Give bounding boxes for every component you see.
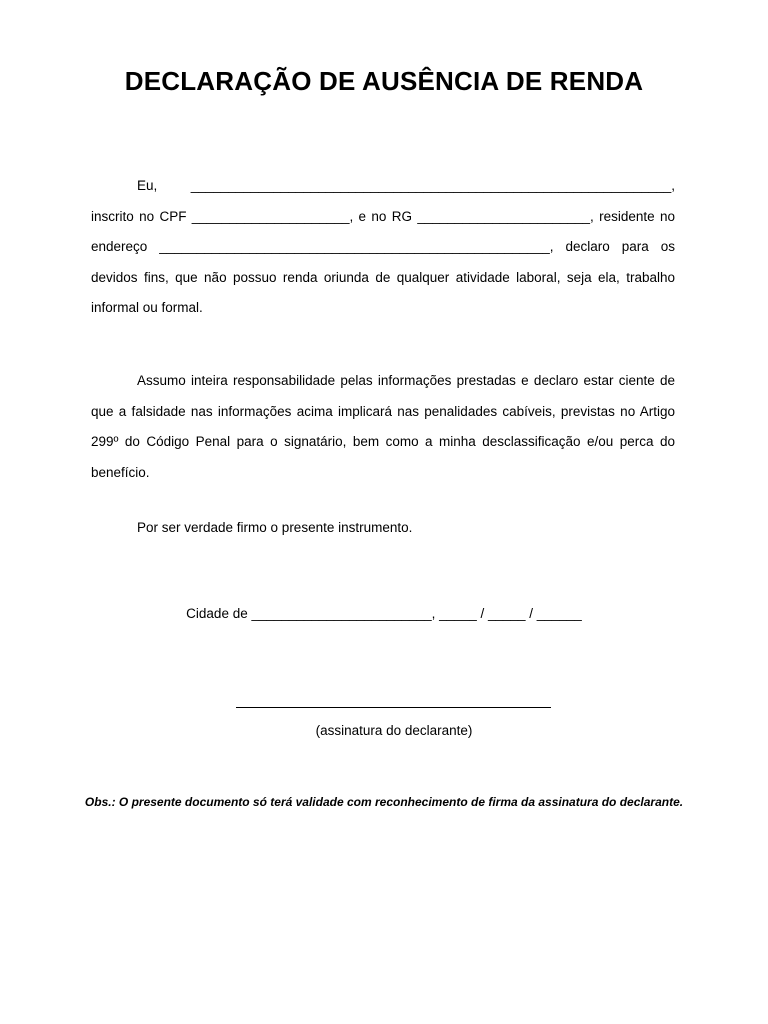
document-title: DECLARAÇÃO DE AUSÊNCIA DE RENDA xyxy=(124,66,644,96)
closing-statement: Por ser verdade firmo o presente instrumento. xyxy=(137,520,413,535)
responsibility-text: Assumo inteira responsabilidade pelas informações prestadas e declaro estar ciente de que a falsidade nas informações acima implicará nas penalidades cabíveis, previstas no Artigo 299º do Código Penal para o signatário, bem como a minha desclassificação e/ou perca do benefício. xyxy=(91,373,675,480)
declaration-name-line: Eu, ________________________________________________________________, xyxy=(137,178,675,193)
signature-label: (assinatura do declarante) xyxy=(315,723,473,738)
signature-line xyxy=(236,707,551,708)
city-date-line: Cidade de ________________________, _____ / _____ / ______ xyxy=(186,606,582,621)
responsibility-paragraph xyxy=(91,366,675,488)
declaration-details: inscrito no CPF _____________________, e no RG _______________________, residente no endereço ____________________________________________________, declaro para os devidos fins, que não possuo renda oriunda de qualquer atividade laboral, seja ela, trabalho informal ou formal. xyxy=(91,208,675,315)
declaration-paragraph xyxy=(91,171,675,324)
observation-note: Obs.: O presente documento só terá validade com reconhecimento de firma da assinatura do declarante. xyxy=(84,795,684,809)
